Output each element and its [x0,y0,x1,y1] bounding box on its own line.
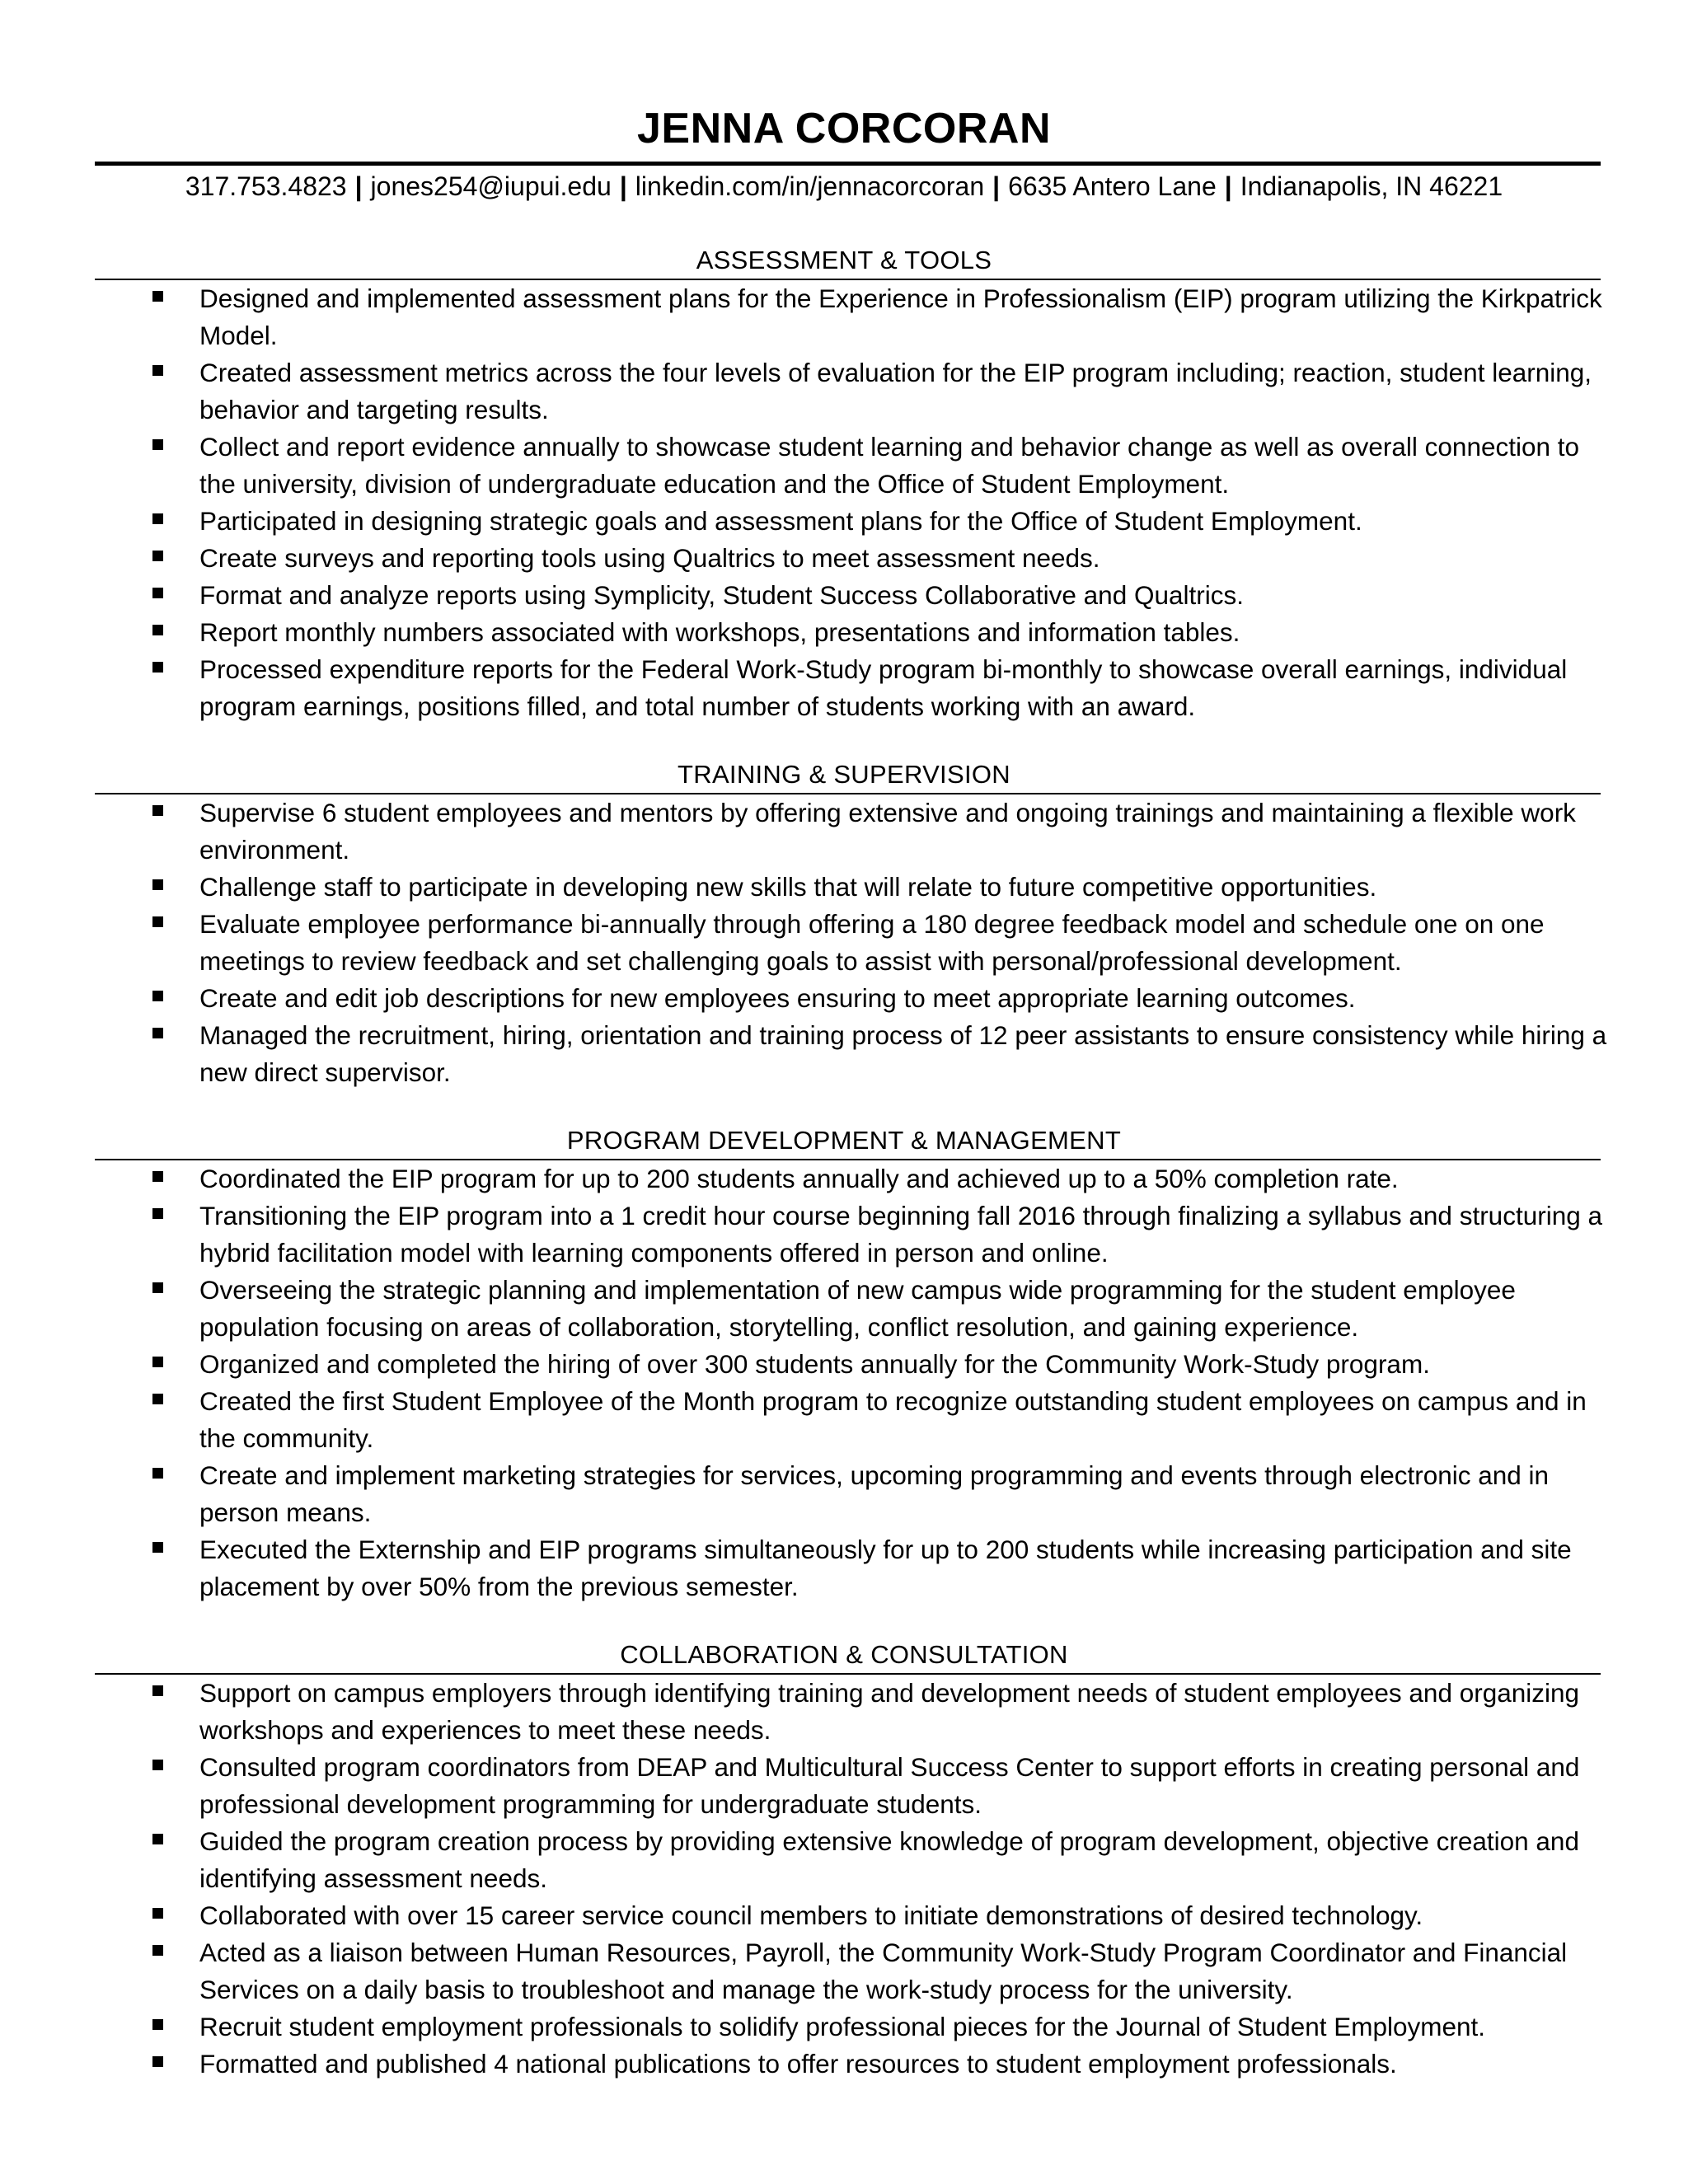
list-item [0,1017,1688,1091]
bullet-icon [152,1028,163,1038]
list-item [0,503,1688,540]
list-item [0,1346,1688,1383]
list-item [0,1457,1688,1531]
bullet-icon [152,588,163,598]
section-title: COLLABORATION & CONSULTATION [620,1640,1068,1669]
section-list [0,1160,1688,1605]
list-item-text: Created assessment metrics across the four levels of evaluation for the EIP program including; reaction, student learning, behavior and targeting results. [199,358,1592,424]
list-item-text: Transitioning the EIP program into a 1 credit hour course beginning fall 2016 through finalizing a syllabus and structuring a hybrid facilitation model with learning components offered in person and online. [199,1201,1603,1268]
bullet-icon [152,1468,163,1479]
list-item-text: Guided the program creation process by providing extensive knowledge of program development, objective creation and identifying assessment needs. [199,1826,1579,1893]
section-list [0,1675,1688,2083]
list-item [0,2046,1688,2083]
list-item [0,1897,1688,1934]
contact-line [0,166,1688,206]
list-item-text: Designed and implemented assessment plans for the Experience in Professionalism (EIP) program utilizing the Kirkpatrick Model. [199,284,1602,350]
list-item-text: Overseeing the strategic planning and implementation of new campus wide programming for the student employee population focusing on areas of collaboration, storytelling, conflict resolution, and gaining experience. [199,1275,1516,1342]
contact-separator: | [354,171,363,201]
list-item-text: Organized and completed the hiring of over 300 students annually for the Community Work-Study program. [199,1349,1430,1379]
bullet-icon [152,916,163,927]
list-item [0,2008,1688,2046]
bullet-icon [152,291,163,302]
list-item [0,1675,1688,1749]
list-item [0,1272,1688,1346]
list-item-text: Collect and report evidence annually to showcase student learning and behavior change as well as overall connection to the university, division of undergraduate education and the Office of Student Employment. [199,432,1580,499]
list-item [0,1160,1688,1197]
list-item-text: Consulted program coordinators from DEAP and Multicultural Success Center to support efforts in creating personal and professional development programming for undergraduate students. [199,1752,1580,1819]
list-item [0,1197,1688,1272]
section-list [0,794,1688,1091]
list-item [0,794,1688,869]
list-item-text: Executed the Externship and EIP programs simultaneously for up to 200 students while increasing participation and site placement by over 50% from the previous semester. [199,1535,1572,1601]
bullet-icon [152,2019,163,2030]
list-item [0,577,1688,614]
bullet-icon [152,1208,163,1219]
name-divider [95,162,1601,166]
list-item [0,980,1688,1017]
contact-linkedin: linkedin.com/in/jennacorcoran [635,171,985,201]
section-program-development [0,1124,1688,1605]
contact-separator: | [992,171,1001,201]
list-item [0,1531,1688,1605]
bullet-icon [152,1760,163,1770]
list-item-text: Acted as a liaison between Human Resources, Payroll, the Community Work-Study Program Coordinator and Financial Services on a daily basis to troubleshoot and manage the work-study process for the university. [199,1938,1568,2004]
list-item [0,429,1688,503]
list-item-text: Create surveys and reporting tools using Qualtrics to meet assessment needs. [199,543,1100,573]
list-item [0,906,1688,980]
list-item-text: Formatted and published 4 national publications to offer resources to student employment professionals. [199,2049,1397,2079]
contact-separator: | [619,171,627,201]
bullet-icon [152,1685,163,1696]
list-item-text: Create and implement marketing strategies for services, upcoming programming and events through electronic and in person means. [199,1460,1550,1527]
section-training-supervision [0,758,1688,1091]
list-item-text: Create and edit job descriptions for new employees ensuring to meet appropriate learning outcomes. [199,983,1356,1013]
bullet-icon [152,625,163,635]
list-item [0,651,1688,725]
bullet-icon [152,879,163,890]
bullet-icon [152,1394,163,1404]
section-list [0,280,1688,725]
bullet-icon [152,1282,163,1293]
list-item-text: Format and analyze reports using Symplicity, Student Success Collaborative and Qualtrics. [199,580,1244,610]
bullet-icon [152,805,163,816]
bullet-icon [152,991,163,1001]
list-item [0,614,1688,651]
list-item [0,869,1688,906]
list-item-text: Collaborated with over 15 career service council members to initiate demonstrations of desired technology. [199,1900,1423,1930]
section-collaboration-consultation [0,1638,1688,2083]
contact-street: 6635 Antero Lane [1008,171,1217,201]
list-item [0,354,1688,429]
list-item [0,1749,1688,1823]
list-item [0,1383,1688,1457]
section-assessment-tools [0,244,1688,725]
bullet-icon [152,1834,163,1844]
contact-email: jones254@iupui.edu [370,171,612,201]
candidate-name: JENNA CORCORAN [637,105,1051,152]
list-item [0,540,1688,577]
section-title: ASSESSMENT & TOOLS [696,246,992,274]
list-item-text: Created the first Student Employee of the Month program to recognize outstanding student employees on campus and in the community. [199,1386,1587,1453]
list-item-text: Report monthly numbers associated with workshops, presentations and information tables. [199,617,1240,647]
bullet-icon [152,1357,163,1367]
list-item [0,1823,1688,1897]
list-item [0,280,1688,354]
bullet-icon [152,1542,163,1553]
bullet-icon [152,662,163,673]
bullet-icon [152,365,163,376]
bullet-icon [152,1171,163,1182]
list-item-text: Supervise 6 student employees and mentors by offering extensive and ongoing trainings and maintaining a flexible work environment. [199,798,1576,865]
bullet-icon [152,513,163,524]
contact-phone: 317.753.4823 [185,171,347,201]
contact-city: Indianapolis, IN 46221 [1240,171,1503,201]
bullet-icon [152,2056,163,2067]
list-item-text: Support on campus employers through identifying training and development needs of student employees and organizing workshops and experiences to meet these needs. [199,1678,1580,1745]
bullet-icon [152,1908,163,1919]
bullet-icon [152,439,163,450]
list-item-text: Participated in designing strategic goals and assessment plans for the Office of Student Employment. [199,506,1362,536]
bullet-icon [152,551,163,561]
bullet-icon [152,1945,163,1956]
list-item-text: Challenge staff to participate in developing new skills that will relate to future competitive opportunities. [199,872,1377,902]
list-item-text: Coordinated the EIP program for up to 200 students annually and achieved up to a 50% completion rate. [199,1164,1399,1193]
section-title: TRAINING & SUPERVISION [678,760,1010,789]
list-item-text: Processed expenditure reports for the Federal Work-Study program bi-monthly to showcase overall earnings, individual program earnings, positions filled, and total number of students working with an award. [199,654,1568,721]
list-item-text: Managed the recruitment, hiring, orientation and training process of 12 peer assistants to ensure consistency while hiring a new direct supervisor. [199,1020,1607,1087]
section-title: PROGRAM DEVELOPMENT & MANAGEMENT [566,1126,1122,1155]
list-item-text: Recruit student employment professionals to solidify professional pieces for the Journal of Student Employment. [199,2012,1486,2041]
list-item-text: Evaluate employee performance bi-annually through offering a 180 degree feedback model and schedule one on one meetings to review feedback and set challenging goals to assist with personal/professional development. [199,909,1545,976]
list-item [0,1934,1688,2008]
contact-separator: | [1224,171,1232,201]
